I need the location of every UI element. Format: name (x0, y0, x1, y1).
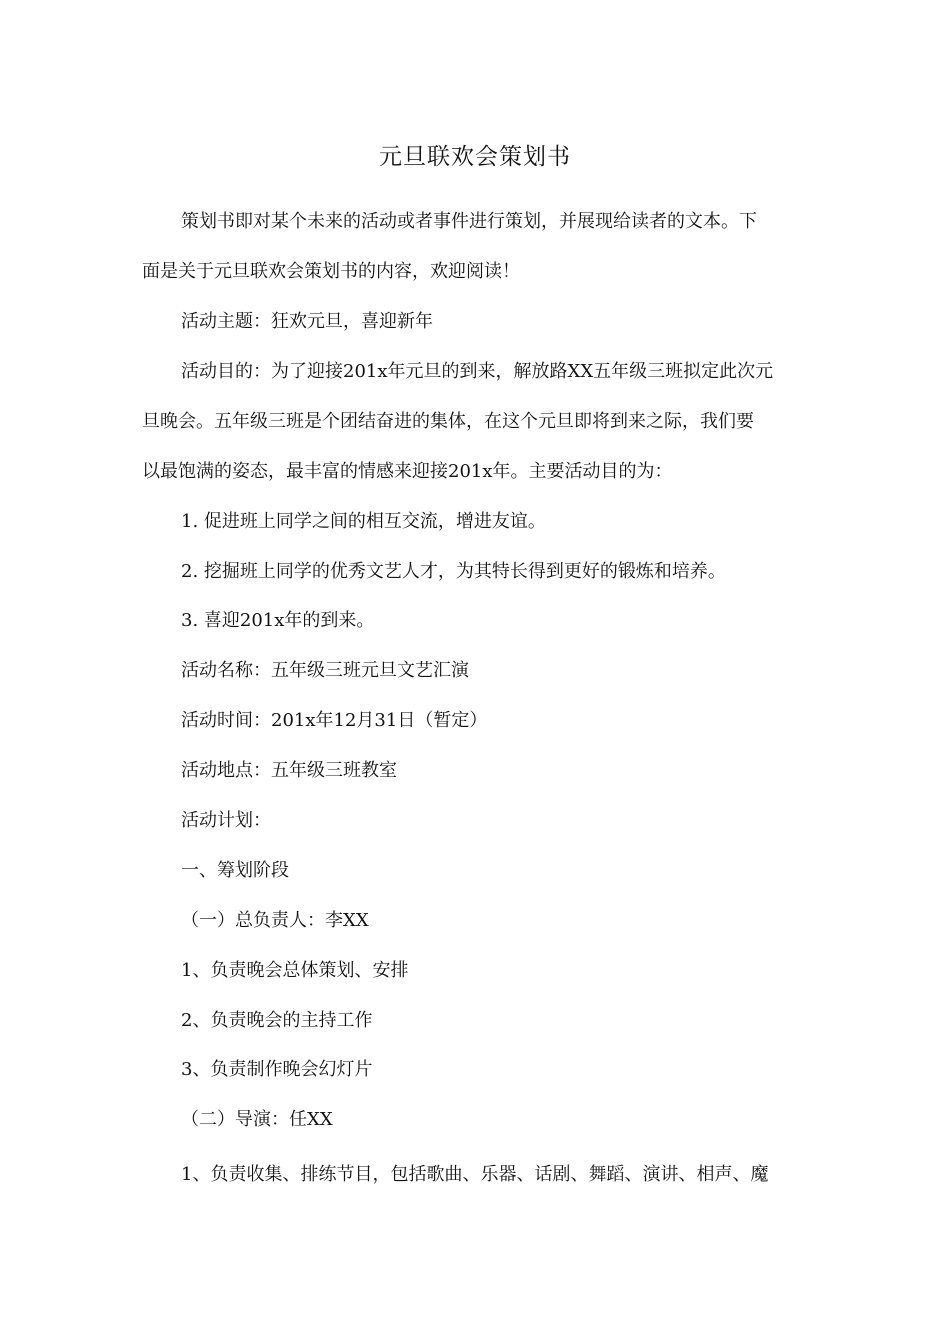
document-title: 元旦联欢会策划书 (379, 144, 571, 170)
paragraph-line: 活动地点：五年级三班教室 (181, 760, 397, 781)
subsection-heading: （一）总负责人：李XX (181, 910, 369, 931)
subsection-heading: （二）导演：任XX (181, 1109, 333, 1130)
paragraph-line: 活动名称：五年级三班元旦文艺汇演 (181, 660, 469, 681)
list-item: 1、负责晚会总体策划、安排 (181, 960, 409, 981)
paragraph-line: 以最饱满的姿态，最丰富的情感来迎接201x年。主要活动目的为： (142, 461, 673, 482)
paragraph-line: 活动主题：狂欢元旦，喜迎新年 (181, 311, 433, 332)
paragraph-line: 旦晚会。五年级三班是个团结奋进的集体，在这个元旦即将到来之际，我们要 (142, 411, 754, 432)
section-heading: 一、筹划阶段 (181, 860, 289, 881)
paragraph-line: 策划书即对某个未来的活动或者事件进行策划，并展现给读者的文本。下 (181, 211, 757, 232)
list-item: 2、负责晚会的主持工作 (181, 1010, 373, 1031)
list-item: 3. 喜迎201x年的到来。 (181, 610, 375, 631)
list-item: 1、负责收集、排练节目，包括歌曲、乐器、话剧、舞蹈、演讲、相声、魔 (181, 1164, 769, 1185)
paragraph-line: 活动计划： (181, 810, 271, 831)
paragraph-line: 活动时间：201x年12月31日（暂定） (181, 710, 488, 731)
list-item: 3、负责制作晚会幻灯片 (181, 1059, 373, 1080)
list-item: 2. 挖掘班上同学的优秀文艺人才，为其特长得到更好的锻炼和培养。 (181, 561, 726, 582)
paragraph-line: 面是关于元旦联欢会策划书的内容，欢迎阅读！ (142, 261, 520, 282)
paragraph-line: 活动目的：为了迎接201x年元旦的到来，解放路XX五年级三班拟定此次元 (181, 361, 774, 382)
list-item: 1. 促进班上同学之间的相互交流，增进友谊。 (181, 511, 546, 532)
